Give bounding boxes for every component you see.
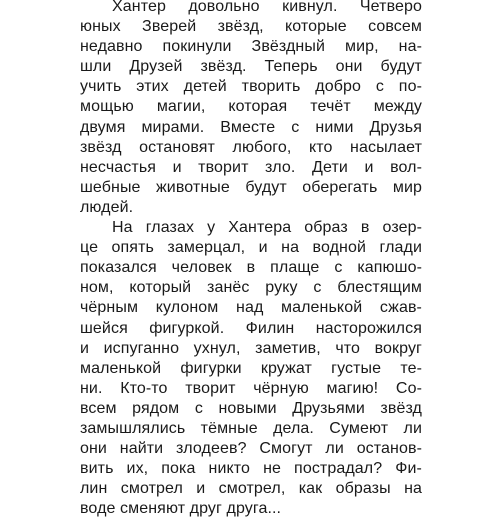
- text-line: недавно покинули Звёздный мир, на-: [80, 38, 422, 56]
- text-line: учить этих детей творить добро с по-: [80, 78, 422, 96]
- text-line: всем рядом с новыми Друзьями звёзд: [80, 399, 422, 417]
- paragraph-2: [80, 218, 422, 519]
- text-line: людей.: [80, 198, 134, 216]
- text-line: шейся фигуркой. Филин насторожился: [80, 319, 422, 337]
- text-line: це опять замерцал, и на водной глади: [80, 239, 422, 257]
- text-line: чёрным кулоном над маленькой сжав-: [80, 299, 422, 317]
- text-line: показался человек в плаще с капюшо-: [80, 259, 422, 277]
- text-line: лин смотрел и смотрел, как образы на: [80, 480, 422, 498]
- text-line: юных Зверей звёзд, которые совсем: [80, 18, 422, 36]
- text-line: шебные животные будут оберегать мир: [80, 178, 422, 196]
- text-line: На глазах у Хантера образ в озер-: [112, 219, 422, 237]
- text-line: вить их, пока никто не пострадал? Фи-: [80, 460, 422, 478]
- text-line: Хантер довольно кивнул. Четверо: [112, 0, 422, 15]
- text-line: несчастья и творит зло. Дети и вол-: [80, 158, 422, 176]
- text-line: маленькой фигурки кружат густые те-: [80, 359, 422, 377]
- text-line: замышлялись тёмные дела. Сумеют ли: [80, 419, 422, 437]
- text-line: звёзд остановят любого, кто насылает: [80, 138, 422, 156]
- text-line: двумя мирами. Вместе с ними Друзья: [80, 118, 422, 136]
- text-line: шли Друзей звёзд. Теперь они будут: [80, 58, 422, 76]
- text-line: ни. Кто-то творит чёрную магию! Со-: [80, 379, 422, 397]
- book-page: [80, 0, 422, 519]
- text-line: мощью магии, которая течёт между: [80, 98, 422, 116]
- text-line: и испуганно ухнул, заметив, что вокруг: [80, 339, 422, 357]
- text-line: они найти злодеев? Смогут ли останов-: [80, 440, 422, 458]
- text-line: ном, который занёс руку с блестящим: [80, 279, 422, 297]
- paragraph-1: [80, 0, 422, 218]
- text-line: воде сменяют друг друга...: [80, 500, 282, 518]
